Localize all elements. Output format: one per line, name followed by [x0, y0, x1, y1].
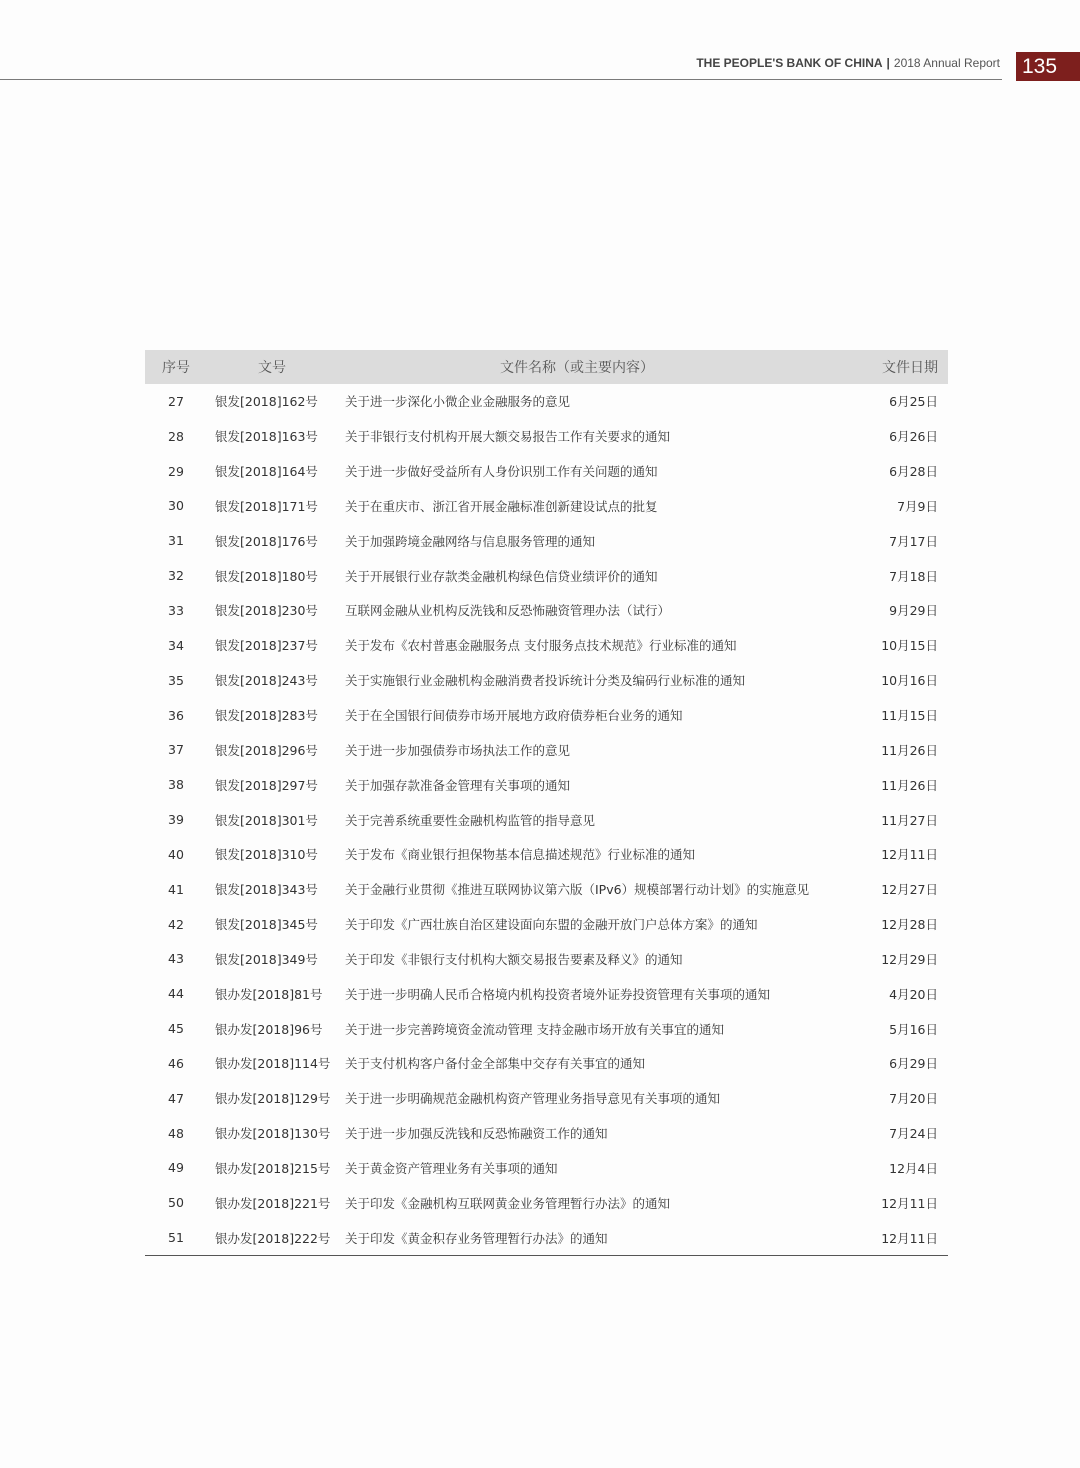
- row-doc-number: 银发[2018]297号: [215, 777, 318, 793]
- table-row: [145, 454, 948, 489]
- row-doc-date: 12月11日: [881, 1195, 938, 1211]
- row-number: 45: [168, 1021, 184, 1037]
- row-doc-date: 7月9日: [897, 498, 938, 514]
- table-row: [145, 907, 948, 942]
- row-doc-title: 关于印发《金融机构互联网黄金业务管理暂行办法》的通知: [345, 1195, 671, 1211]
- table-bottom-rule: [145, 1255, 948, 1256]
- row-doc-date: 12月29日: [881, 951, 938, 967]
- row-doc-date: 5月16日: [889, 1021, 938, 1037]
- table-row: [145, 558, 948, 593]
- row-doc-title: 关于金融行业贯彻《推进互联网协议第六版（IPv6）规模部署行动计划》的实施意见: [345, 882, 810, 898]
- row-doc-title: 关于印发《广西壮族自治区建设面向东盟的金融开放门户总体方案》的通知: [345, 917, 758, 933]
- row-doc-title: 关于进一步深化小微企业金融服务的意见: [345, 394, 571, 410]
- row-doc-number: 银办发[2018]81号: [215, 986, 323, 1002]
- row-doc-date: 7月18日: [889, 568, 938, 584]
- row-doc-number: 银发[2018]230号: [215, 603, 318, 619]
- row-doc-date: 10月16日: [881, 673, 938, 689]
- row-doc-date: 11月15日: [881, 708, 938, 724]
- row-doc-title: 关于进一步完善跨境资金流动管理 支持金融市场开放有关事宜的通知: [345, 1021, 724, 1037]
- table-row: [145, 872, 948, 907]
- row-doc-number: 银发[2018]349号: [215, 951, 318, 967]
- row-doc-number: 银发[2018]310号: [215, 847, 318, 863]
- row-doc-title: 关于在重庆市、浙江省开展金融标准创新建设试点的批复: [345, 498, 658, 514]
- row-doc-title: 关于发布《商业银行担保物基本信息描述规范》行业标准的通知: [345, 847, 696, 863]
- row-doc-date: 11月26日: [881, 742, 938, 758]
- table-row: [145, 593, 948, 628]
- row-number: 31: [168, 533, 184, 549]
- table-row: [145, 1151, 948, 1186]
- row-doc-number: 银发[2018]171号: [215, 498, 318, 514]
- row-number: 51: [168, 1230, 184, 1246]
- row-number: 39: [168, 812, 184, 828]
- row-number: 35: [168, 672, 184, 688]
- row-doc-number: 银办发[2018]222号: [215, 1230, 331, 1246]
- row-doc-date: 7月17日: [889, 533, 938, 549]
- column-header-title: 文件名称（或主要内容）: [337, 350, 817, 384]
- row-doc-date: 6月25日: [889, 394, 938, 410]
- row-number: 44: [168, 986, 184, 1002]
- row-doc-number: 银发[2018]243号: [215, 673, 318, 689]
- table-row: [145, 384, 948, 419]
- row-doc-number: 银发[2018]163号: [215, 429, 318, 445]
- row-doc-date: 6月29日: [889, 1056, 938, 1072]
- row-doc-title: 关于进一步做好受益所有人身份识别工作有关问题的通知: [345, 464, 658, 480]
- row-doc-number: 银发[2018]176号: [215, 533, 318, 549]
- table-row: [145, 419, 948, 454]
- header-rule: [0, 79, 1002, 80]
- row-doc-title: 关于进一步明确规范金融机构资产管理业务指导意见有关事项的通知: [345, 1091, 721, 1107]
- row-doc-number: 银发[2018]343号: [215, 882, 318, 898]
- row-doc-number: 银办发[2018]129号: [215, 1091, 331, 1107]
- row-doc-date: 12月28日: [881, 917, 938, 933]
- table-row: [145, 732, 948, 767]
- row-number: 27: [168, 393, 184, 409]
- header-org: THE PEOPLE'S BANK OF CHINA: [696, 56, 883, 70]
- row-doc-number: 银发[2018]162号: [215, 394, 318, 410]
- table-row: [145, 802, 948, 837]
- row-doc-number: 银发[2018]237号: [215, 638, 318, 654]
- row-number: 36: [168, 707, 184, 723]
- row-number: 28: [168, 428, 184, 444]
- row-doc-title: 关于黄金资产管理业务有关事项的通知: [345, 1160, 558, 1176]
- row-doc-date: 12月11日: [881, 847, 938, 863]
- table-row: [145, 523, 948, 558]
- row-doc-title: 互联网金融从业机构反洗钱和反恐怖融资管理办法（试行）: [345, 603, 671, 619]
- table-row: [145, 767, 948, 802]
- row-number: 49: [168, 1160, 184, 1176]
- row-number: 29: [168, 463, 184, 479]
- row-doc-title: 关于进一步明确人民币合格境内机构投资者境外证券投资管理有关事项的通知: [345, 986, 771, 1002]
- table-row: [145, 1116, 948, 1151]
- row-number: 30: [168, 498, 184, 514]
- row-doc-date: 6月28日: [889, 464, 938, 480]
- row-doc-date: 12月11日: [881, 1230, 938, 1246]
- row-doc-title: 关于进一步加强反洗钱和反恐怖融资工作的通知: [345, 1126, 608, 1142]
- page-number: 135: [1016, 52, 1080, 81]
- row-doc-date: 12月4日: [889, 1160, 938, 1176]
- row-number: 43: [168, 951, 184, 967]
- row-doc-number: 银发[2018]164号: [215, 464, 318, 480]
- table-row: [145, 942, 948, 977]
- row-doc-number: 银发[2018]283号: [215, 708, 318, 724]
- table-row: [145, 1185, 948, 1220]
- row-doc-date: 7月24日: [889, 1126, 938, 1142]
- table-row: [145, 489, 948, 524]
- table-row: [145, 628, 948, 663]
- row-doc-title: 关于加强存款准备金管理有关事项的通知: [345, 777, 571, 793]
- row-number: 48: [168, 1125, 184, 1141]
- row-doc-date: 10月15日: [881, 638, 938, 654]
- row-doc-title: 关于实施银行业金融机构金融消费者投诉统计分类及编码行业标准的通知: [345, 673, 746, 689]
- table-row: [145, 1081, 948, 1116]
- row-number: 40: [168, 846, 184, 862]
- table-body: [145, 384, 948, 1255]
- row-doc-title: 关于非银行支付机构开展大额交易报告工作有关要求的通知: [345, 429, 671, 445]
- row-doc-title: 关于印发《非银行支付机构大额交易报告要素及释义》的通知: [345, 951, 683, 967]
- column-header-date: 文件日期: [817, 350, 948, 384]
- row-doc-date: 7月20日: [889, 1091, 938, 1107]
- row-doc-date: 11月27日: [881, 812, 938, 828]
- column-header-doc: 文号: [207, 350, 337, 384]
- row-doc-title: 关于在全国银行间债券市场开展地方政府债券柜台业务的通知: [345, 708, 683, 724]
- row-number: 38: [168, 777, 184, 793]
- row-number: 37: [168, 742, 184, 758]
- row-number: 42: [168, 916, 184, 932]
- row-doc-date: 11月26日: [881, 777, 938, 793]
- table-row: [145, 1011, 948, 1046]
- row-doc-title: 关于完善系统重要性金融机构监管的指导意见: [345, 812, 596, 828]
- row-doc-date: 4月20日: [889, 986, 938, 1002]
- row-doc-date: 9月29日: [889, 603, 938, 619]
- row-doc-date: 12月27日: [881, 882, 938, 898]
- row-doc-number: 银办发[2018]221号: [215, 1195, 331, 1211]
- row-number: 33: [168, 602, 184, 618]
- row-doc-number: 银发[2018]345号: [215, 917, 318, 933]
- table-row: [145, 1220, 948, 1255]
- row-doc-title: 关于印发《黄金积存业务管理暂行办法》的通知: [345, 1230, 608, 1246]
- row-number: 46: [168, 1055, 184, 1071]
- row-doc-title: 关于发布《农村普惠金融服务点 支付服务点技术规范》行业标准的通知: [345, 638, 737, 654]
- row-doc-number: 银发[2018]301号: [215, 812, 318, 828]
- table-row: [145, 698, 948, 733]
- row-number: 34: [168, 637, 184, 653]
- document-table: [145, 350, 948, 1256]
- row-doc-title: 关于支付机构客户备付金全部集中交存有关事宜的通知: [345, 1056, 646, 1072]
- row-doc-number: 银办发[2018]114号: [215, 1056, 331, 1072]
- table-row: [145, 663, 948, 698]
- table-row: [145, 837, 948, 872]
- row-doc-title: 关于加强跨境金融网络与信息服务管理的通知: [345, 533, 596, 549]
- table-header: [145, 350, 948, 384]
- header-report-title: 2018 Annual Report: [893, 56, 1000, 70]
- table-row: [145, 976, 948, 1011]
- documents-table: [145, 350, 948, 1255]
- row-doc-date: 6月26日: [889, 429, 938, 445]
- row-doc-number: 银发[2018]180号: [215, 568, 318, 584]
- row-doc-title: 关于进一步加强债券市场执法工作的意见: [345, 742, 571, 758]
- row-number: 32: [168, 568, 184, 584]
- row-doc-number: 银办发[2018]96号: [215, 1021, 323, 1037]
- row-doc-title: 关于开展银行业存款类金融机构绿色信贷业绩评价的通知: [345, 568, 658, 584]
- column-header-no: 序号: [145, 350, 207, 384]
- row-doc-number: 银办发[2018]130号: [215, 1126, 331, 1142]
- page-header: [0, 0, 1080, 82]
- row-doc-number: 银发[2018]296号: [215, 742, 318, 758]
- running-header: [696, 56, 1000, 70]
- row-number: 41: [168, 881, 184, 897]
- row-doc-number: 银办发[2018]215号: [215, 1160, 331, 1176]
- row-number: 47: [168, 1090, 184, 1106]
- table-row: [145, 1046, 948, 1081]
- header-separator: |: [886, 56, 890, 70]
- row-number: 50: [168, 1195, 184, 1211]
